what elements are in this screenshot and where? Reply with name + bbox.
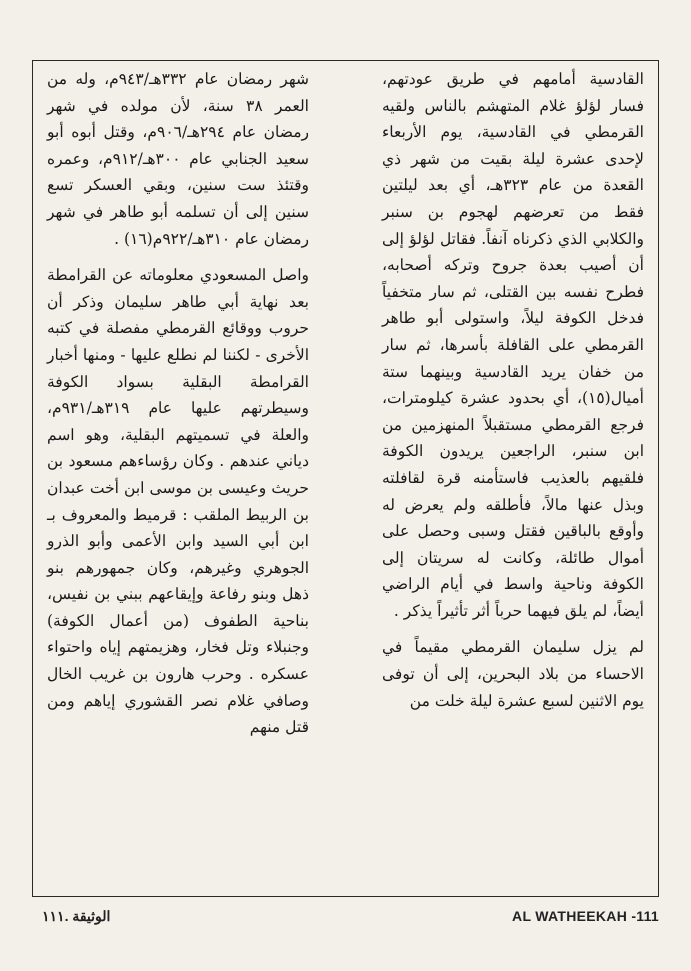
paragraph: شهر رمضان عام ٣٣٢هـ/٩٤٣م، وله من العمر ٣٨ سنة، لأن مولده في شهر رمضان عام ٢٩٤هـ/٩٠٦م، وقتل أبوه أبو سعيد الجنابي عام ٣٠٠هـ/٩١٢م، وعمره وقتئذ ست سنين، وبقي العسكر تسع سنين إلى أن تسلمه أبو طاهر في شهر رمضان عام ٣١٠هـ/٩٢٢م(١٦) . bbox=[47, 70, 309, 248]
paragraph: واصل المسعودي معلوماته عن القرامطة بعد نهاية أبي طاهر سليمان وذكر أن حروب ووقائع القرمطي مفصلة في كتبه الأخرى - لكننا لم نطلع عليها - ومنها أخبار القرامطة البقلية بسواد الكوفة وسيطرتهم عليها عام ٣١٩هـ/٩٣١م، والعلة في تسميتهم البقلية، وهو اسم دياني عندهم . وكان رؤساءهم مسعود بن حريث وعيسى بن موسى ابن أخت عبدان بن الربيط الملقب : قرميط والمعروف بـ ابن أبي السيد وابن الأعمى وأبو الذرو الجوهري وغيرهم، وكان جمهورهم بنو ذهل وبنو رفاعة وإيقاعهم ببني بن نفيس، بناحية الطفوف (من أعمال الكوفة) وجنبلاء وتل فخار، وهزيمتهم إياه واحتواء عسكره . وحرب هارون بن غريب الخال وصافي غلام نصر القشوري إياهم ومن قتل منهم bbox=[47, 266, 309, 737]
footer-english-page-number: AL WATHEEKAH -111 bbox=[512, 908, 659, 924]
right-text-column bbox=[382, 66, 644, 714]
footer-arabic-page-number: الوثيقة .١١١ bbox=[42, 908, 111, 924]
paragraph: لم يزل سليمان القرمطي مقيماً في الاحساء من بلاد البحرين، إلى أن توفى يوم الاثنين لسبع عشرة ليلة خلت من bbox=[382, 638, 644, 710]
paragraph: القادسية أمامهم في طريق عودتهم، فسار لؤلؤ غلام المتهشم بالناس ولقيه القرمطي في القادسية، يوم الأربعاء لإحدى عشرة ليلة بقيت من شهر ذي القعدة من عام ٣٢٣هـ، أي بعد ليلتين فقط من تعرضهم لهجوم بن سنبر والكلابي الذي ذكرناه آنفاً. فقاتل لؤلؤ إلى أن أصيب بعدة جروح وتركه أصحابه، فطرح نفسه بين القتلى، ثم سار متخفياً فدخل الكوفة ليلاً، واستولى أبو طاهر القرمطي على القافلة بأسرها، ثم سار من خفان يريد القادسية وبينهما ستة أميال(١٥)، أي بحدود عشرة كيلومترات، فرجع القرمطي مستقبلاً المنهزمين من ابن سنبر، الراجعين يريدون الكوفة فلقيهم بالعذيب فاستأمنه قرة لقافلته وبذل عنها مالاً، فأطلقه ولم يعرض له وأوقع بالباقين فقتل وسبى وحصل على أموال طائلة، وكانت له سريتان إلى الكوفة وناحية واسط في أيام الراضي أيضاً، لم يلق فيهما حرباً أثر تأثيراً يذكر . bbox=[382, 70, 644, 620]
left-text-column bbox=[47, 66, 309, 741]
